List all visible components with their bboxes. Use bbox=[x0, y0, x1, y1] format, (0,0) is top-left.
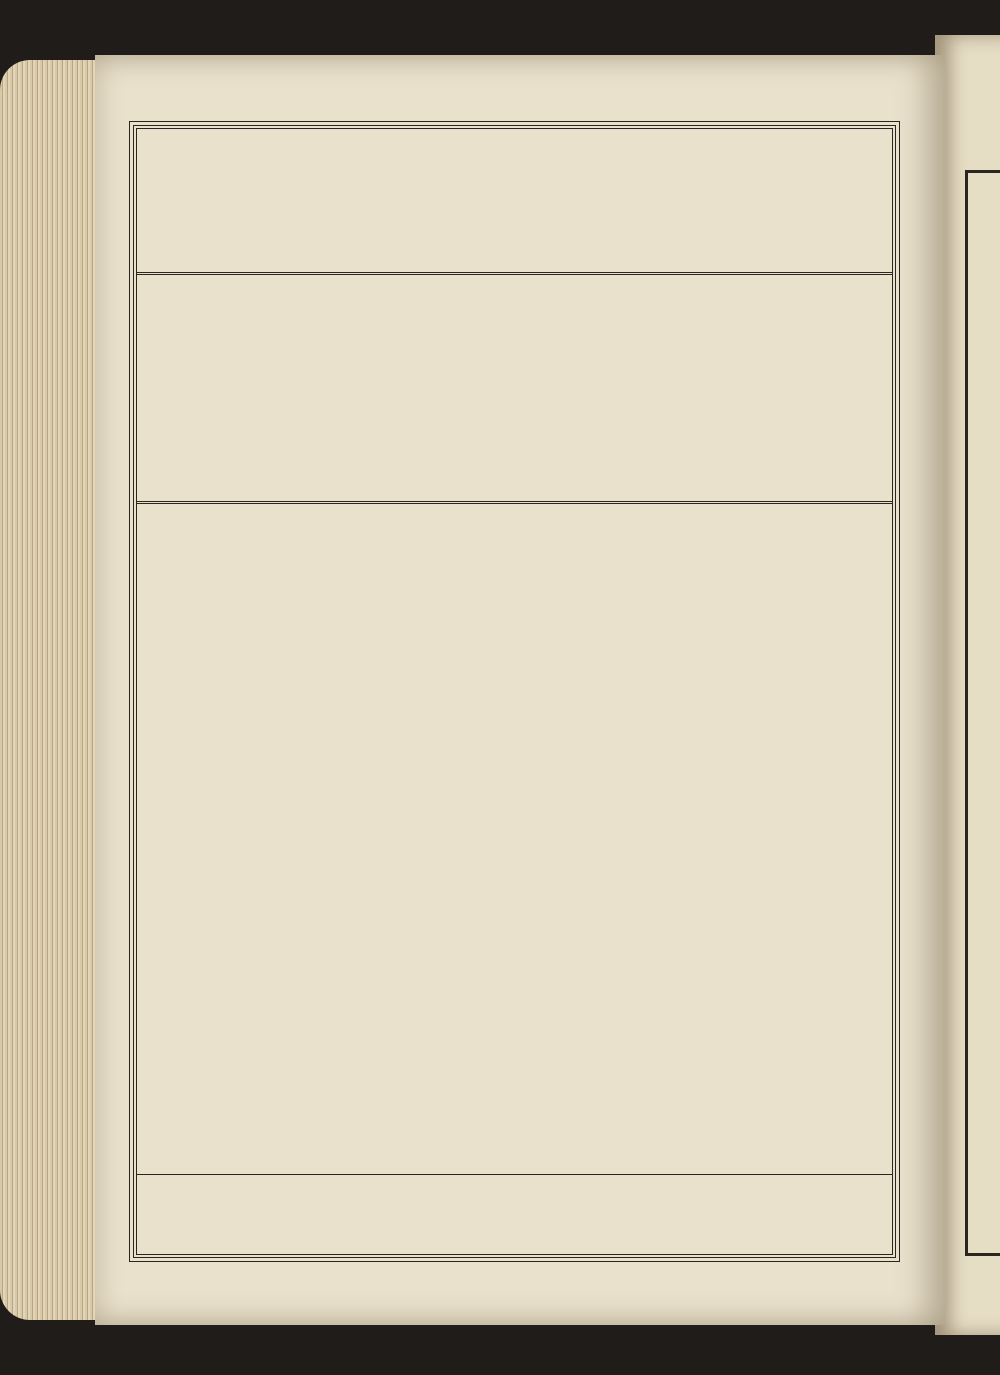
facing-page-frame bbox=[965, 170, 1000, 1256]
rule bbox=[137, 1174, 892, 1175]
book-page-edges bbox=[0, 60, 110, 1320]
rule bbox=[137, 272, 892, 275]
formula-plate bbox=[133, 125, 896, 1258]
rule bbox=[137, 501, 892, 504]
